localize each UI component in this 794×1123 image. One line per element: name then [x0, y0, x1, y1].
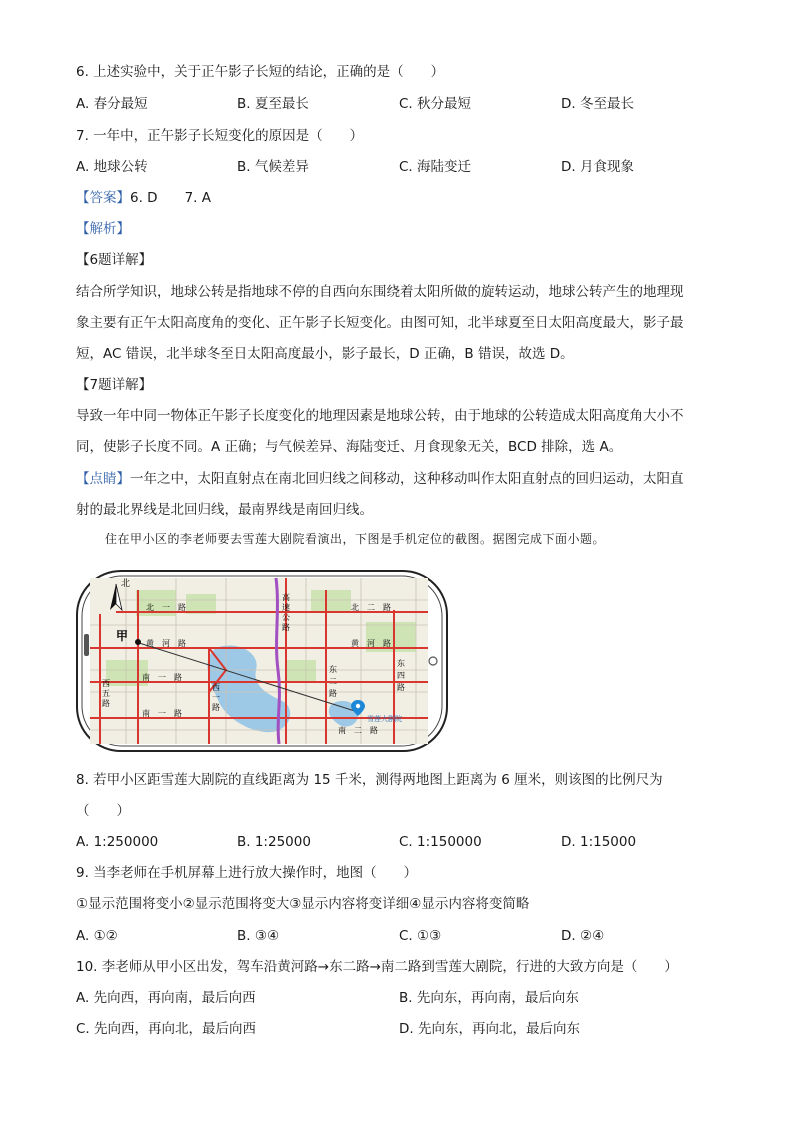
- svg-text:路: 路: [329, 689, 337, 698]
- q9-statements: ①显示范围将变小②显示范围将变大③显示内容将变详细④显示内容将变简略: [76, 896, 530, 912]
- svg-text:西: 西: [102, 679, 110, 688]
- svg-text:五: 五: [102, 689, 110, 698]
- answer-line: [76, 188, 211, 208]
- svg-text:四: 四: [397, 671, 405, 680]
- label-dong-er: [329, 664, 337, 698]
- jia-point: [135, 639, 141, 645]
- svg-text:东: 东: [329, 665, 337, 674]
- q7-detail-label: 【7题详解】: [76, 377, 153, 393]
- q7-option-c: C. 海陆变迁: [399, 159, 472, 175]
- q7-option-b: B. 气候差异: [237, 159, 309, 175]
- svg-text:一: 一: [212, 693, 220, 702]
- label-huanghe-east: 黄 河 路: [351, 639, 391, 648]
- q10-option-c: C. 先向西，再向北，最后向西: [76, 1021, 257, 1037]
- q7-stem: 7. 一年中，正午影子长短变化的原因是（ ）: [76, 128, 364, 144]
- q8-option-a: A. 1:250000: [76, 834, 159, 850]
- svg-text:高: 高: [282, 593, 290, 602]
- label-dong-si: [397, 658, 405, 692]
- q6-option-a: A. 春分最短: [76, 96, 148, 112]
- north-label: 北: [121, 579, 131, 589]
- svg-text:东: 东: [397, 659, 405, 668]
- q6-option-d: D. 冬至最长: [561, 96, 634, 112]
- label-bei-yi: 北 一 路: [146, 603, 186, 612]
- q10-option-a: A. 先向西，再向南，最后向西: [76, 990, 256, 1006]
- phone-button: [84, 634, 89, 656]
- svg-text:公: 公: [282, 613, 290, 622]
- q6-detail-label: 【6题详解】: [76, 252, 153, 268]
- q6-option-c: C. 秋分最短: [399, 96, 472, 112]
- q10-option-b: B. 先向东，再向南，最后向东: [399, 990, 579, 1006]
- q7-detail-line-2: 同，使影子长度不同。A 正确；与气候差异、海陆变迁、月食现象无关，BCD 排除，选 A。: [76, 439, 623, 455]
- label-nan-yi-2: 南 一 路: [142, 709, 182, 718]
- q7-detail-line-1: 导致一年中同一物体正午影子长度变化的地理因素是地球公转，由于地球的公转造成太阳高度角大小不: [76, 408, 684, 424]
- map-caption: 住在甲小区的李老师要去雪莲大剧院看演出，下图是手机定位的截图。据图完成下面小题。: [105, 532, 606, 546]
- q9-option-c: C. ①③: [399, 928, 442, 944]
- q9-option-d: D. ②④: [561, 928, 605, 944]
- q10-option-d: D. 先向东，再向北，最后向东: [399, 1021, 580, 1037]
- q8-option-b: B. 1:25000: [237, 834, 311, 850]
- q8-option-c: C. 1:150000: [399, 834, 482, 850]
- svg-text:二: 二: [329, 677, 337, 686]
- svg-text:路: 路: [212, 703, 220, 712]
- analysis-label: 【解析】: [76, 221, 130, 237]
- q6-detail-line-1: 结合所学知识，地球公转是指地球不停的自西向东围绕着太阳所做的旋转运动，地球公转产生的地理现: [76, 284, 684, 300]
- q6-detail-line-2: 象主要有正午太阳高度角的变化、正午影子长短变化。由图可知，北半球夏至日太阳高度最大，影子最: [76, 315, 684, 331]
- answer-text: 6. D 7. A: [130, 190, 211, 206]
- q9-option-b: B. ③④: [237, 928, 280, 944]
- q10-stem: 10. 李老师从甲小区出发，驾车沿黄河路→东二路→南二路到雪莲大剧院，行进的大致方向是（ ）: [76, 959, 678, 975]
- label-theater: 雪莲大剧院: [367, 715, 402, 723]
- q6-detail-line-3: 短，AC 错误，北半球冬至日太阳高度最小，影子最长，D 正确，B 错误，故选 D。: [76, 346, 574, 362]
- q8-stem: 8. 若甲小区距雪莲大剧院的直线距离为 15 千米，测得两地图上距离为 6 厘米，则该图的比例尺为: [76, 772, 663, 788]
- svg-text:路: 路: [397, 683, 405, 692]
- q8-option-d: D. 1:15000: [561, 834, 637, 850]
- svg-text:路: 路: [282, 623, 290, 632]
- q6-stem: 6. 上述实验中，关于正午影子长短的结论，正确的是（ ）: [76, 64, 445, 80]
- q7-option-d: D. 月食现象: [561, 159, 634, 175]
- q9-stem: 9. 当李老师在手机屏幕上进行放大操作时，地图（ ）: [76, 865, 418, 881]
- label-nan-er: 南 二 路: [338, 726, 378, 735]
- label-xi-yi: [212, 683, 220, 712]
- tip-text-1: 一年之中，太阳直射点在南北回归线之间移动，这种移动叫作太阳直射点的回归运动，太阳直: [130, 471, 684, 487]
- svg-text:速: 速: [282, 603, 290, 612]
- q9-option-a: A. ①②: [76, 928, 118, 944]
- tip-line-1: [76, 469, 684, 489]
- tip-label: 【点睛】: [76, 471, 130, 487]
- q6-option-b: B. 夏至最长: [237, 96, 309, 112]
- north-arrow-box: [90, 578, 116, 614]
- answer-label: 【答案】: [76, 190, 130, 206]
- q8-paren: （ ）: [76, 803, 130, 819]
- jia-label: 甲: [116, 629, 129, 643]
- label-bei-er: 北 二 路: [351, 603, 391, 612]
- tip-line-2: 射的最北界线是北回归线，最南界线是南回归线。: [76, 502, 373, 518]
- svg-text:路: 路: [102, 699, 110, 708]
- label-xi-wu: [102, 679, 110, 708]
- q7-option-a: A. 地球公转: [76, 159, 148, 175]
- svg-text:西: 西: [212, 683, 220, 692]
- label-huanghe-west: 黄 河 路: [146, 639, 186, 648]
- location-pin-dot: [356, 704, 360, 708]
- phone-map-figure: [76, 570, 448, 752]
- label-nan-yi: 南 一 路: [142, 673, 182, 682]
